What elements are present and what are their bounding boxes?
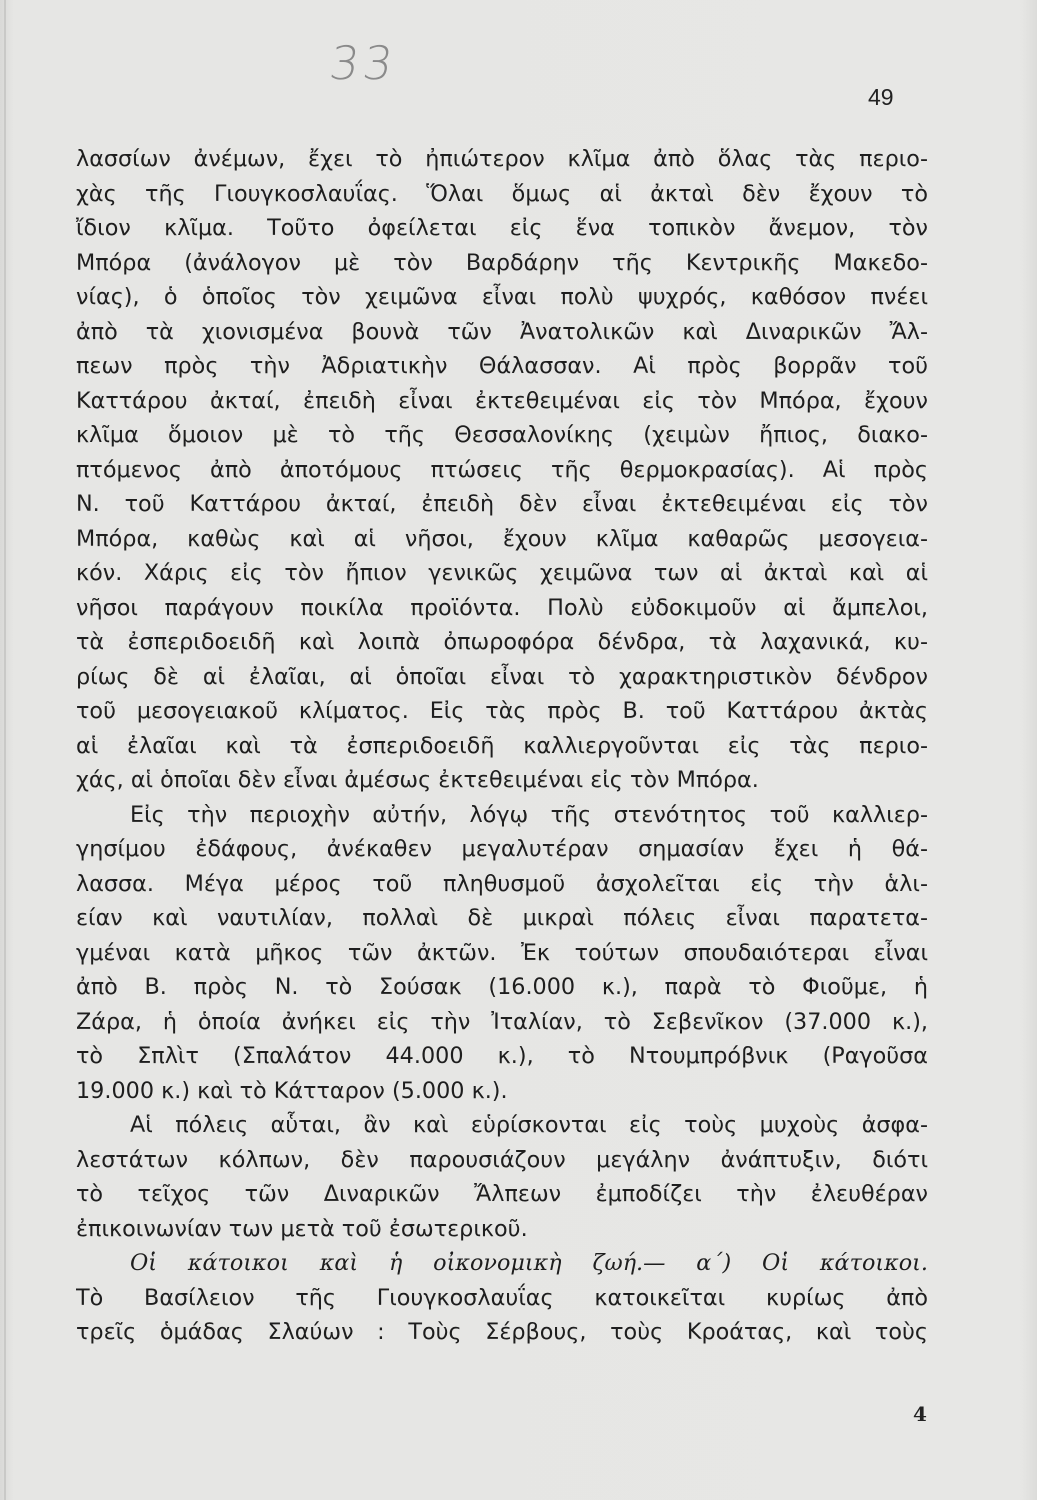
text-line: αἱ ἐλαῖαι καὶ τὰ ἐσπεριδοειδῆ καλλιεργοῦνται εἰς τὰς περιο- (76, 732, 928, 759)
text-line: ἐπικοινωνίαν των μετὰ τοῦ ἐσωτερικοῦ. (76, 1215, 528, 1242)
text-line: Εἰς τὴν περιοχὴν αὐτήν, λόγῳ τῆς στενότητος τοῦ καλλιερ- (130, 801, 928, 828)
handwritten-number: 33 (326, 36, 401, 90)
text-line: λασσα. Μέγα μέρος τοῦ πληθυσμοῦ ἀσχολεῖται εἰς τὴν ἁλι- (76, 870, 928, 897)
text-line: χὰς τῆς Γιουγκοσλαυΐας. Ὅλαι ὅμως αἱ ἀκταὶ δὲν ἔχουν τὸ (76, 180, 928, 207)
text-line: τὰ ἐσπεριδοειδῆ καὶ λοιπὰ ὀπωροφόρα δένδρα, τὰ λαχανικά, κυ- (76, 629, 928, 655)
signature-mark: 4 (913, 1402, 927, 1426)
page-number: 49 (868, 84, 894, 110)
text-line: λασσίων ἀνέμων, ἔχει τὸ ἠπιώτερον κλῖμα ἀπὸ ὅλας τὰς περιο- (76, 146, 928, 172)
text-line: ἴδιον κλῖμα. Τοῦτο ὀφείλεται εἰς ἕνα τοπικὸν ἄνεμον, τὸν (76, 215, 928, 241)
text-line: λεστάτων κόλπων, δὲν παρουσιάζουν μεγάλην ἀνάπτυξιν, διότι (76, 1146, 928, 1173)
text-line: Τὸ Βασίλειον τῆς Γιουγκοσλαυΐας κατοικεῖται κυρίως ἀπὸ (76, 1284, 928, 1311)
text-line: 19.000 κ.) καὶ τὸ Κάτταρον (5.000 κ.). (76, 1077, 508, 1104)
page-edge-shadow (4, 0, 6, 1500)
text-line: νῆσοι παράγουν ποικίλα προϊόντα. Πολὺ εὐδοκιμοῦν αἱ ἄμπελοι, (76, 594, 928, 621)
text-line: ἀπὸ Β. πρὸς Ν. τὸ Σούσακ (16.000 κ.), παρὰ τὸ Φιοῦμε, ἡ (76, 974, 928, 1000)
text-line: Καττάρου ἀκταί, ἐπειδὴ εἶναι ἐκτεθειμέναι εἰς τὸν Μπόρα, ἔχουν (76, 387, 928, 414)
text-line: γησίμου ἐδάφους, ἀνέκαθεν μεγαλυτέραν σημασίαν ἔχει ἡ θά- (76, 836, 928, 862)
section-heading-line: Οἱ κάτοικοι καὶ ἡ οἰκονομικὴ ζωή.— α΄) Οἱ κάτοικοι. (130, 1250, 928, 1276)
text-line: νίας), ὁ ὁποῖος τὸν χειμῶνα εἶναι πολὺ ψυχρός, καθόσον πνέει (76, 284, 928, 310)
text-line: κόν. Χάρις εἰς τὸν ἤπιον γενικῶς χειμῶνα των αἱ ἀκταὶ καὶ αἱ (76, 560, 928, 586)
text-line: πεων πρὸς τὴν Ἀδριατικὴν Θάλασσαν. Αἱ πρὸς βορρᾶν τοῦ (76, 353, 928, 379)
text-line: πτόμενος ἀπὸ ἀποτόμους πτώσεις τῆς θερμοκρασίας). Αἱ πρὸς (76, 456, 928, 483)
text-line: Μπόρα (ἀνάλογον μὲ τὸν Βαρδάρην τῆς Κεντρικῆς Μακεδο- (76, 249, 928, 276)
text-line: Αἱ πόλεις αὗται, ἂν καὶ εὑρίσκονται εἰς τοὺς μυχοὺς ἀσφα- (130, 1112, 928, 1138)
text-line: Ζάρα, ἡ ὁποία ἀνήκει εἰς τὴν Ἰταλίαν, τὸ Σεβενῖκον (37.000 κ.), (76, 1008, 928, 1035)
text-line: ἀπὸ τὰ χιονισμένα βουνὰ τῶν Ἀνατολικῶν καὶ Διναρικῶν Ἄλ- (76, 318, 928, 345)
text-line: Μπόρα, καθὼς καὶ αἱ νῆσοι, ἔχουν κλῖμα καθαρῶς μεσογεια- (76, 525, 928, 552)
text-line: χάς, αἱ ὁποῖαι δὲν εἶναι ἀμέσως ἐκτεθειμέναι εἰς τὸν Μπόρα. (76, 767, 759, 793)
text-line: τὸ τεῖχος τῶν Διναρικῶν Ἄλπεων ἐμποδίζει τὴν ἐλευθέραν (76, 1181, 928, 1207)
text-line: είαν καὶ ναυτιλίαν, πολλαὶ δὲ μικραὶ πόλεις εἶναι παρατετα- (76, 905, 928, 931)
text-line: τοῦ μεσογειακοῦ κλίματος. Εἰς τὰς πρὸς Β. τοῦ Καττάρου ἀκτὰς (76, 698, 928, 724)
text-line: γμέναι κατὰ μῆκος τῶν ἀκτῶν. Ἐκ τούτων σπουδαιότεραι εἶναι (76, 939, 928, 966)
text-line: τρεῖς ὁμάδας Σλαύων : Τοὺς Σέρβους, τοὺς Κροάτας, καὶ τοὺς (76, 1319, 928, 1345)
text-line: τὸ Σπλὶτ (Σπαλάτον 44.000 κ.), τὸ Ντουμπρόβνικ (Ραγοῦσα (76, 1043, 928, 1069)
text-line: ρίως δὲ αἱ ἐλαῖαι, αἱ ὁποῖαι εἶναι τὸ χαρακτηριστικὸν δένδρον (76, 663, 928, 690)
text-line: κλῖμα ὅμοιον μὲ τὸ τῆς Θεσσαλονίκης (χειμὼν ἤπιος, διακο- (76, 422, 928, 448)
text-line: Ν. τοῦ Καττάρου ἀκταί, ἐπειδὴ δὲν εἶναι ἐκτεθειμέναι εἰς τὸν (76, 491, 928, 517)
body-text (76, 142, 928, 1350)
